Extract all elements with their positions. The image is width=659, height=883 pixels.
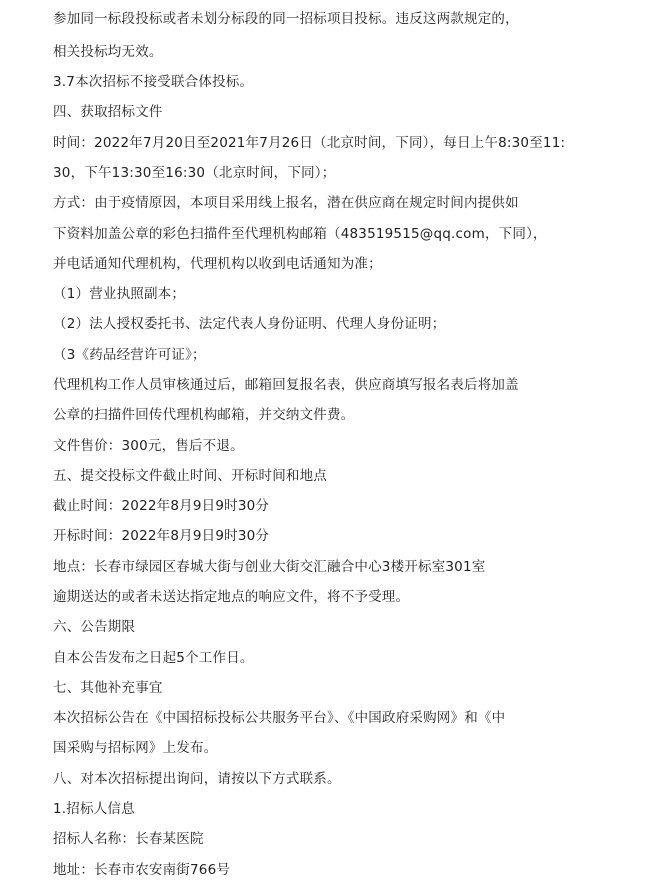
section-heading: 五、提交投标文件截止时间、开标时间和地点 [53,468,327,484]
text-line: 参加同一标段投标或者未划分标段的同一招标项目投标。违反这两款规定的， [53,11,519,27]
section-heading: 四、获取招标文件 [53,104,163,120]
list-item: （3《药品经营许可证》； [53,347,206,363]
text-line: 30，下午13:30至16:30（北京时间，下同）； [53,165,336,181]
text-line: 截止时间：2022年8月9日9时30分 [53,498,270,514]
section-heading: 六、公告期限 [53,619,136,635]
section-heading: 七、其他补充事宜 [53,680,163,696]
text-line: 下资料加盖公章的彩色扫描件至代理机构邮箱（483519515@qq.com，下同）， [53,226,547,242]
text-line: 文件售价：300元，售后不退。 [53,438,244,454]
list-item: （2）法人授权委托书、法定代表人身份证明、代理人身份证明； [53,316,446,332]
text-line: 代理机构工作人员审核通过后，邮箱回复报名表，供应商填写报名表后将加盖 [53,377,519,393]
text-line: 自本公告发布之日起5个工作日。 [53,650,254,666]
list-item: （1）营业执照副本； [53,286,186,302]
text-line: 招标人名称：长春某医院 [53,831,204,847]
text-line: 国采购与招标网》上发布。 [53,740,218,756]
text-line: 公章的扫描件回传代理机构邮箱，并交纳文件费。 [53,407,355,423]
text-line: 逾期送达的或者未送达指定地点的响应文件，将不予受理。 [53,589,410,605]
text-line: 并电话通知代理机构，代理机构以收到电话通知为准； [53,256,382,272]
text-line: 方式：由于疫情原因，本项目采用线上报名，潜在供应商在规定时间内提供如 [53,195,519,211]
text-line: 本次招标公告在《中国招标投标公共服务平台》、《中国政府采购网》和《中 [53,710,506,726]
section-heading: 八、对本次招标提出询问，请按以下方式联系。 [53,771,341,787]
text-line: 相关投标均无效。 [53,44,163,60]
text-line: 时间：2022年7月20日至2021年7月26日（北京时间，下同），每日上午8:30至11: [53,135,566,151]
text-line: 1.招标人信息 [53,801,135,817]
text-line: 地址：长春市农安南街766号 [53,862,231,878]
text-line: 开标时间：2022年8月9日9时30分 [53,528,270,544]
text-line: 3.7本次招标不接受联合体投标。 [53,74,254,90]
text-line: 地点：长春市绿园区春城大街与创业大街交汇融合中心3楼开标室301室 [53,559,486,575]
